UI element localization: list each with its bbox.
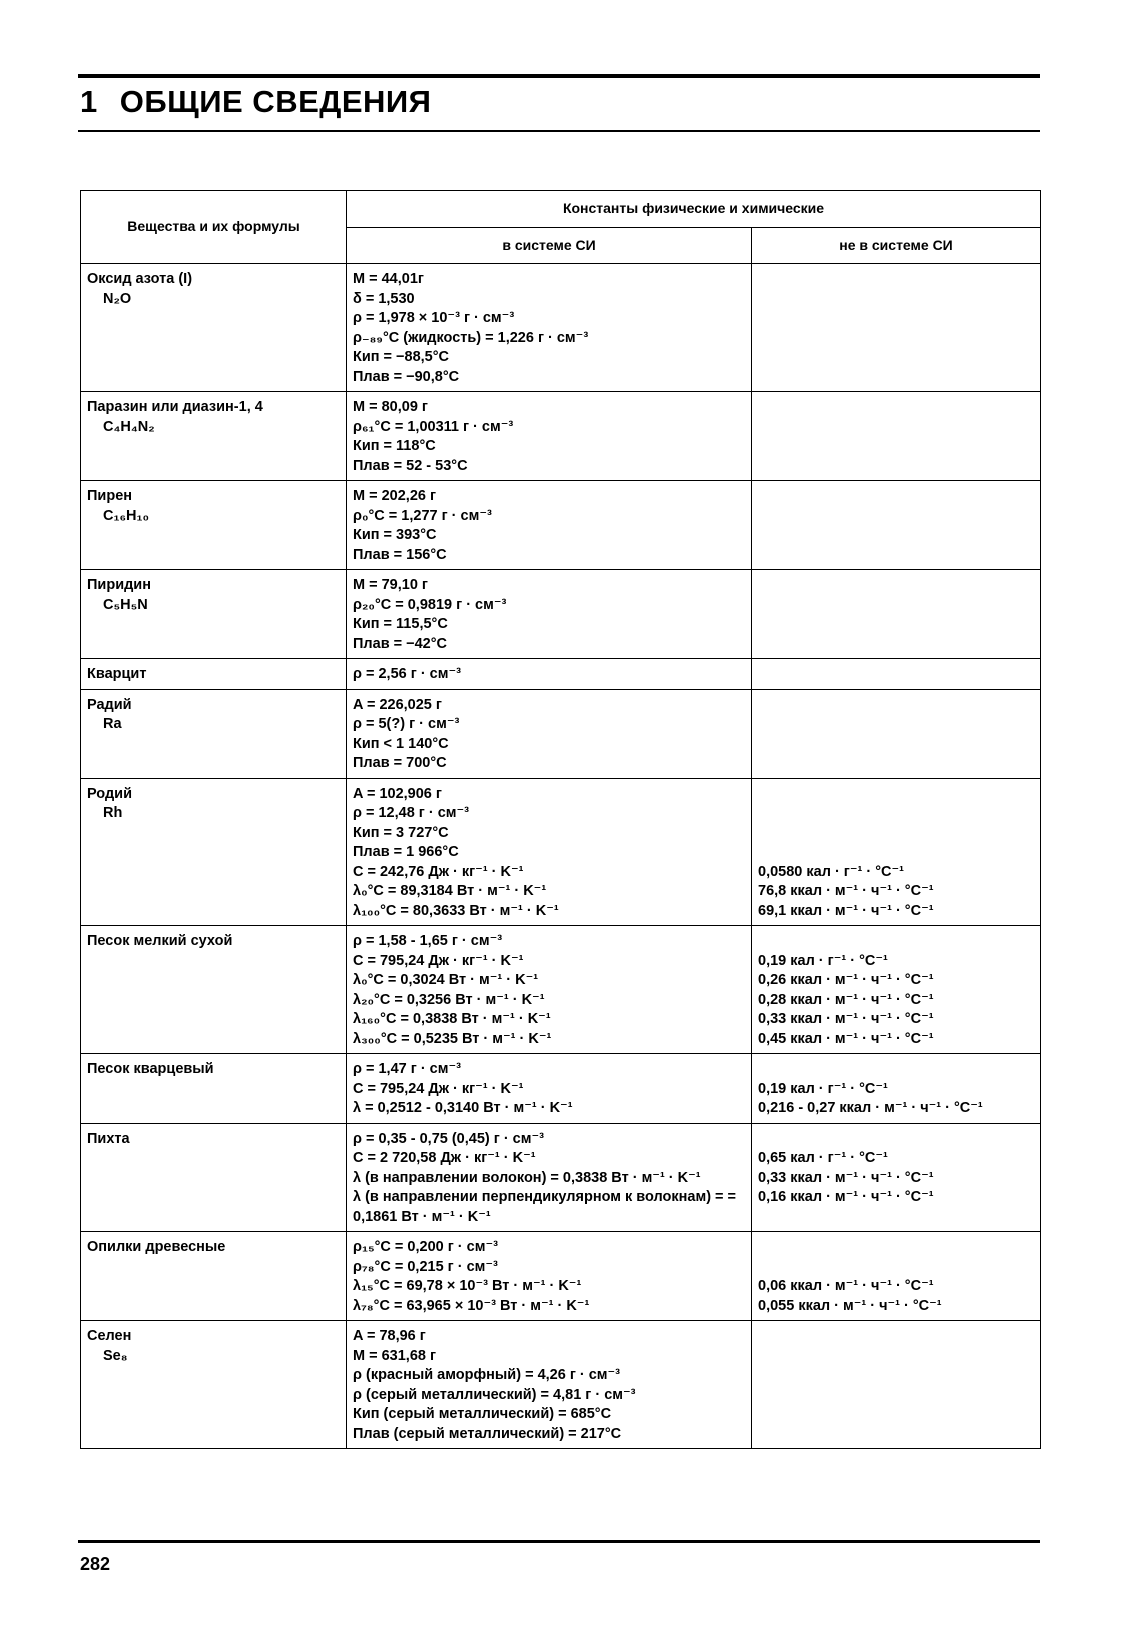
si-value: ρ = 0,35 - 0,75 (0,45) г · см⁻³ [353, 1130, 544, 1147]
substance-cell [81, 392, 347, 481]
non-si-value: 0,055 ккал · м⁻¹ · ч⁻¹ · °С⁻¹ [758, 1297, 942, 1314]
si-value: ρ = 12,48 г · см⁻³ [353, 805, 470, 821]
header-non-si: не в системе СИ [752, 227, 1041, 264]
si-value: A = 226,025 г [353, 696, 442, 713]
si-value: λ₂₀°C = 0,3256 Вт · м⁻¹ · K⁻¹ [353, 991, 545, 1008]
si-value: ρ (красный аморфный) = 4,26 г · см⁻³ [353, 1367, 621, 1383]
table-row [81, 570, 1041, 659]
header-constants-group: Константы физические и химические [347, 191, 1041, 228]
non-si-values-cell [752, 264, 1041, 392]
si-values-cell [347, 1054, 752, 1124]
substance-name: Оксид азота (I) [87, 271, 193, 287]
si-value: Плав = −90,8°С [353, 368, 460, 385]
page-number: 282 [80, 1554, 111, 1574]
si-value: C = 2 720,58 Дж · кг⁻¹ · K⁻¹ [353, 1150, 536, 1166]
si-value: Кип < 1 140°С [353, 735, 449, 752]
non-si-values-cell [752, 481, 1041, 570]
substance-name: Кварцит [87, 666, 147, 682]
substance-name: Паразин или диазин-1, 4 [87, 399, 263, 415]
substance-cell [81, 778, 347, 926]
si-value: Плав = −42°С [353, 635, 448, 652]
si-value: ρ = 5(?) г · см⁻³ [353, 716, 460, 732]
si-value: A = 102,906 г [353, 785, 442, 802]
non-si-values-cell [752, 926, 1041, 1054]
table-row [81, 659, 1041, 690]
non-si-value: 0,45 ккал · м⁻¹ · ч⁻¹ · °С⁻¹ [758, 1030, 934, 1047]
si-value: ρ₇₈°C = 0,215 г · см⁻³ [353, 1258, 498, 1275]
si-value: Плав = 52 - 53°С [353, 457, 468, 474]
substance-name: Пирен [87, 488, 133, 504]
si-value: Кип = 115,5°С [353, 616, 448, 632]
si-values-cell [347, 689, 752, 778]
si-values-cell [347, 570, 752, 659]
table-row [81, 1123, 1041, 1232]
table-body [81, 264, 1041, 1449]
substance-formula: Se₈ [103, 1347, 128, 1364]
substance-cell [81, 689, 347, 778]
si-value: Кип = 118°С [353, 438, 436, 454]
header-substances: Вещества и их формулы [81, 191, 347, 264]
substance-name: Пиридин [87, 577, 151, 593]
si-value: C = 795,24 Дж · кг⁻¹ · K⁻¹ [353, 952, 524, 969]
si-value: ρ₀°C = 1,277 г · см⁻³ [353, 507, 492, 524]
si-value: λ₁₀₀°C = 80,3633 Вт · м⁻¹ · K⁻¹ [353, 902, 559, 919]
table-row [81, 1054, 1041, 1124]
substance-formula: Rh [103, 805, 123, 821]
table-row [81, 1232, 1041, 1321]
title-underline-rule [78, 130, 1040, 132]
si-value: λ₁₆₀°C = 0,3838 Вт · м⁻¹ · K⁻¹ [353, 1011, 551, 1027]
table-row [81, 778, 1041, 926]
table-row [81, 392, 1041, 481]
si-value: Плав = 700°С [353, 755, 447, 771]
substance-cell [81, 659, 347, 690]
non-si-value: 76,8 ккал · м⁻¹ · ч⁻¹ · °С⁻¹ [758, 883, 934, 899]
si-value: Плав (серый металлический) = 217°С [353, 1425, 622, 1442]
si-values-cell [347, 1321, 752, 1449]
substance-cell [81, 264, 347, 392]
table-row [81, 926, 1041, 1054]
table-row [81, 1321, 1041, 1449]
substance-name: Селен [87, 1328, 132, 1344]
si-value: ρ = 1,47 г · см⁻³ [353, 1061, 461, 1077]
si-value: Кип (серый металлический) = 685°С [353, 1406, 612, 1422]
substance-cell [81, 1123, 347, 1232]
si-value: ρ = 2,56 г · см⁻³ [353, 666, 461, 682]
non-si-value: 0,06 ккал · м⁻¹ · ч⁻¹ · °С⁻¹ [758, 1278, 934, 1294]
non-si-value: 0,0580 кал · г⁻¹ · °С⁻¹ [758, 863, 904, 880]
non-si-value: 0,19 кал · г⁻¹ · °С⁻¹ [758, 1080, 888, 1097]
non-si-values-cell [752, 1123, 1041, 1232]
non-si-value: 0,16 ккал · м⁻¹ · ч⁻¹ · °С⁻¹ [758, 1189, 934, 1205]
substance-cell [81, 926, 347, 1054]
si-value: λ₁₅°C = 69,78 × 10⁻³ Вт · м⁻¹ · K⁻¹ [353, 1278, 582, 1294]
si-values-cell [347, 392, 752, 481]
si-value: Плав = 156°С [353, 546, 447, 563]
si-value: M = 80,09 г [353, 399, 428, 415]
non-si-values-cell [752, 689, 1041, 778]
substance-formula: N₂O [103, 290, 132, 307]
table-row [81, 689, 1041, 778]
si-value: ρ₆₁°C = 1,00311 г · см⁻³ [353, 418, 514, 435]
si-value: λ = 0,2512 - 0,3140 Вт · м⁻¹ · K⁻¹ [353, 1100, 573, 1116]
si-value: C = 242,76 Дж · кг⁻¹ · K⁻¹ [353, 863, 524, 880]
substance-name: Родий [87, 785, 133, 802]
table-row [81, 481, 1041, 570]
non-si-value: 0,19 кал · г⁻¹ · °С⁻¹ [758, 952, 888, 969]
substance-name: Песок мелкий сухой [87, 933, 233, 949]
si-value: Кип = 3 727°С [353, 824, 449, 841]
non-si-value: 0,33 ккал · м⁻¹ · ч⁻¹ · °С⁻¹ [758, 1169, 934, 1186]
non-si-value: 69,1 ккал · м⁻¹ · ч⁻¹ · °С⁻¹ [758, 902, 934, 919]
non-si-value: 0,65 кал · г⁻¹ · °С⁻¹ [758, 1150, 888, 1166]
si-value: M = 79,10 г [353, 577, 428, 593]
non-si-value: 0,33 ккал · м⁻¹ · ч⁻¹ · °С⁻¹ [758, 1011, 934, 1027]
si-values-cell [347, 659, 752, 690]
si-values-cell [347, 778, 752, 926]
si-value: δ = 1,530 [353, 290, 415, 307]
si-value: ρ (серый металлический) = 4,81 г · см⁻³ [353, 1386, 636, 1403]
substance-name: Песок кварцевый [87, 1061, 214, 1077]
si-value: λ₇₈°C = 63,965 × 10⁻³ Вт · м⁻¹ · K⁻¹ [353, 1297, 590, 1314]
top-rule [78, 74, 1040, 78]
section-number: 1 [80, 84, 98, 119]
si-value: λ (в направлении перпендикулярном к волокнам) = = 0,1861 Вт · м⁻¹ · K⁻¹ [353, 1189, 737, 1225]
non-si-value: 0,216 - 0,27 ккал · м⁻¹ · ч⁻¹ · °С⁻¹ [758, 1100, 983, 1116]
non-si-values-cell [752, 1321, 1041, 1449]
si-values-cell [347, 926, 752, 1054]
si-value: M = 631,68 г [353, 1347, 437, 1364]
si-value: Плав = 1 966°С [353, 844, 459, 860]
si-value: ρ₋₈₉°C (жидкость) = 1,226 г · см⁻³ [353, 329, 589, 346]
section-title-text: ОБЩИЕ СВЕДЕНИЯ [119, 84, 432, 119]
substance-formula: C₁₆H₁₀ [103, 507, 150, 524]
si-value: C = 795,24 Дж · кг⁻¹ · K⁻¹ [353, 1080, 524, 1097]
si-value: M = 44,01г [353, 271, 424, 287]
non-si-values-cell [752, 1232, 1041, 1321]
non-si-values-cell [752, 778, 1041, 926]
si-value: λ₃₀₀°C = 0,5235 Вт · м⁻¹ · K⁻¹ [353, 1030, 552, 1047]
si-values-cell [347, 1232, 752, 1321]
si-value: ρ = 1,58 - 1,65 г · см⁻³ [353, 933, 503, 949]
substance-cell [81, 481, 347, 570]
si-value: ρ₁₅°C = 0,200 г · см⁻³ [353, 1239, 498, 1255]
non-si-values-cell [752, 570, 1041, 659]
substance-formula: C₅H₅N [103, 596, 148, 613]
section-title [80, 84, 431, 120]
si-values-cell [347, 264, 752, 392]
substance-cell [81, 1321, 347, 1449]
substance-name: Опилки древесные [87, 1239, 226, 1255]
si-value: M = 202,26 г [353, 488, 437, 504]
substance-formula: C₄H₄N₂ [103, 418, 155, 435]
si-value: λ (в направлении волокон) = 0,3838 Вт · м⁻¹ · K⁻¹ [353, 1169, 701, 1186]
table-header [81, 191, 1041, 264]
substance-cell [81, 570, 347, 659]
table-row [81, 264, 1041, 392]
substance-cell [81, 1054, 347, 1124]
non-si-values-cell [752, 659, 1041, 690]
si-value: ρ₂₀°C = 0,9819 г · см⁻³ [353, 596, 507, 613]
substance-formula: Ra [103, 716, 122, 732]
footer-rule [78, 1540, 1040, 1543]
si-value: A = 78,96 г [353, 1328, 426, 1344]
non-si-value: 0,26 ккал · м⁻¹ · ч⁻¹ · °С⁻¹ [758, 972, 934, 988]
header-si: в системе СИ [347, 227, 752, 264]
si-values-cell [347, 1123, 752, 1232]
substance-cell [81, 1232, 347, 1321]
constants-table [80, 190, 1041, 1449]
si-value: Кип = −88,5°С [353, 349, 450, 365]
non-si-value: 0,28 ккал · м⁻¹ · ч⁻¹ · °С⁻¹ [758, 991, 934, 1008]
si-value: λ₀°C = 0,3024 Вт · м⁻¹ · K⁻¹ [353, 972, 539, 988]
substance-name: Радий [87, 696, 132, 713]
si-value: λ₀°C = 89,3184 Вт · м⁻¹ · K⁻¹ [353, 883, 547, 899]
non-si-values-cell [752, 1054, 1041, 1124]
non-si-values-cell [752, 392, 1041, 481]
si-value: Кип = 393°С [353, 527, 437, 543]
si-values-cell [347, 481, 752, 570]
si-value: ρ = 1,978 × 10⁻³ г · см⁻³ [353, 310, 515, 326]
substance-name: Пихта [87, 1130, 130, 1147]
